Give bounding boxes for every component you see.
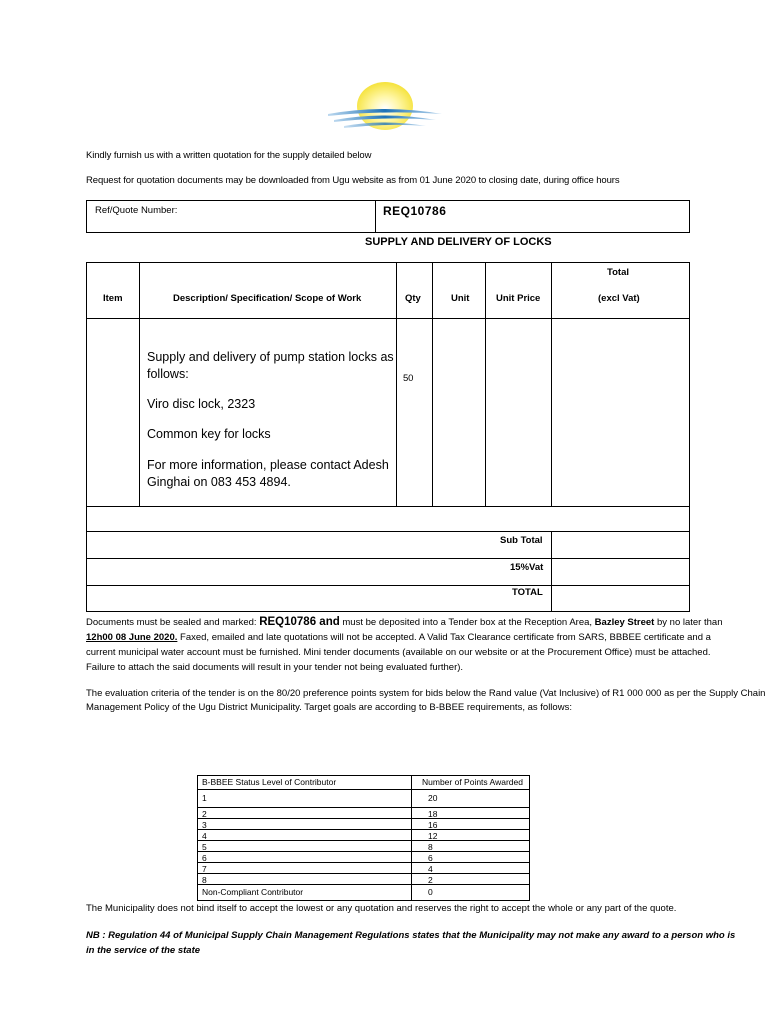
- desc-line-1: Supply and delivery of pump station locks as: [147, 350, 394, 364]
- bbbee-level: 7: [202, 864, 207, 874]
- bbbee-points: 20: [428, 793, 438, 803]
- bbbee-table: [197, 775, 530, 901]
- bbbee-points: 0: [428, 887, 433, 897]
- desc-line-2: follows:: [147, 367, 189, 381]
- item-header: Item: [103, 293, 123, 304]
- bbbee-level: 2: [202, 809, 207, 819]
- ref-value: REQ10786: [383, 204, 447, 218]
- bbbee-level: Non-Compliant Contributor: [202, 887, 304, 897]
- vat-label: 15%Vat: [510, 562, 544, 573]
- bbbee-level: 4: [202, 831, 207, 841]
- total-row: [86, 585, 690, 612]
- instructions-paragraph: Documents must be sealed and marked: REQ10786 and must be deposited into a Tender box at the Reception Area, Bazley Street by no later than 12h00 08 June 2020. Faxed, emailed and late quotations will not be accepted. A Valid Tax Clearance certificate from SARS, BBBEE certificate and a current municipal water account must be furnished. Mini tender documents (available on our website or at the Procurement Office) must be attached. Failure to attach the said documents will result in your tender not being evaluated further).: [86, 616, 723, 673]
- municipality-notice: The Municipality does not bind itself to accept the lowest or any quotation and reserves the right to accept the whole or any part of the quote.: [86, 903, 677, 914]
- municipality-logo: [320, 78, 450, 136]
- evaluation-paragraph: The evaluation criteria of the tender is on the 80/20 preference points system for bids below the Rand value (Vat Inclusive) of R1 000 000 as per the Supply Chain Management Policy of the Ugu District Municipality. Target goals are according to B-BBEE requirements, as follows:: [86, 688, 766, 713]
- quotation-table: [86, 262, 690, 586]
- request-text: Request for quotation documents may be downloaded from Ugu website as from 01 June 2020 to closing date, during office hours: [86, 175, 620, 186]
- qty-header: Qty: [405, 293, 421, 304]
- total-header-line1: Total: [607, 267, 629, 278]
- page-title: SUPPLY AND DELIVERY OF LOCKS: [365, 236, 552, 248]
- bbbee-points: 2: [428, 875, 433, 885]
- bbbee-points: 18: [428, 809, 438, 819]
- bbbee-points: 12: [428, 831, 438, 841]
- qty-value: 50: [403, 373, 414, 384]
- bbbee-points: 4: [428, 864, 433, 874]
- desc-line-6: Ginghai on 083 453 4894.: [147, 475, 291, 489]
- bbbee-points: 6: [428, 853, 433, 863]
- unit-price-header: Unit Price: [496, 293, 541, 304]
- bbbee-col2-header: Number of Points Awarded: [422, 777, 523, 787]
- bbbee-level: 8: [202, 875, 207, 885]
- unit-header: Unit: [451, 293, 470, 304]
- bbbee-level: 3: [202, 820, 207, 830]
- total-header-line2: (excl Vat): [598, 293, 640, 304]
- deadline-inline: 12h00 08 June 2020.: [86, 632, 178, 643]
- ref-label: Ref/Quote Number:: [95, 205, 178, 216]
- bbbee-points: 8: [428, 842, 433, 852]
- bbbee-points: 16: [428, 820, 438, 830]
- bbbee-level: 5: [202, 842, 207, 852]
- desc-line-5: For more information, please contact Adesh: [147, 458, 389, 472]
- desc-line-3: Viro disc lock, 2323: [147, 397, 256, 411]
- subtotal-label: Sub Total: [500, 535, 543, 546]
- street-inline: Bazley Street: [594, 617, 655, 628]
- desc-line-4: Common key for locks: [147, 427, 271, 441]
- bbbee-level: 6: [202, 853, 207, 863]
- nb-regulation: NB : Regulation 44 of Municipal Supply Chain Management Regulations states that the Municipality may not make any award to a person who is in the service of the state: [86, 930, 736, 956]
- bbbee-level: 1: [202, 793, 207, 803]
- total-label: TOTAL: [512, 587, 543, 598]
- ref-box: [86, 200, 690, 233]
- intro-text: Kindly furnish us with a written quotation for the supply detailed below: [86, 150, 372, 161]
- ref-inline: REQ10786 and: [259, 616, 340, 628]
- bbbee-col1-header: B-BBEE Status Level of Contributor: [202, 777, 337, 787]
- description-header: Description/ Specification/ Scope of Work: [173, 293, 362, 304]
